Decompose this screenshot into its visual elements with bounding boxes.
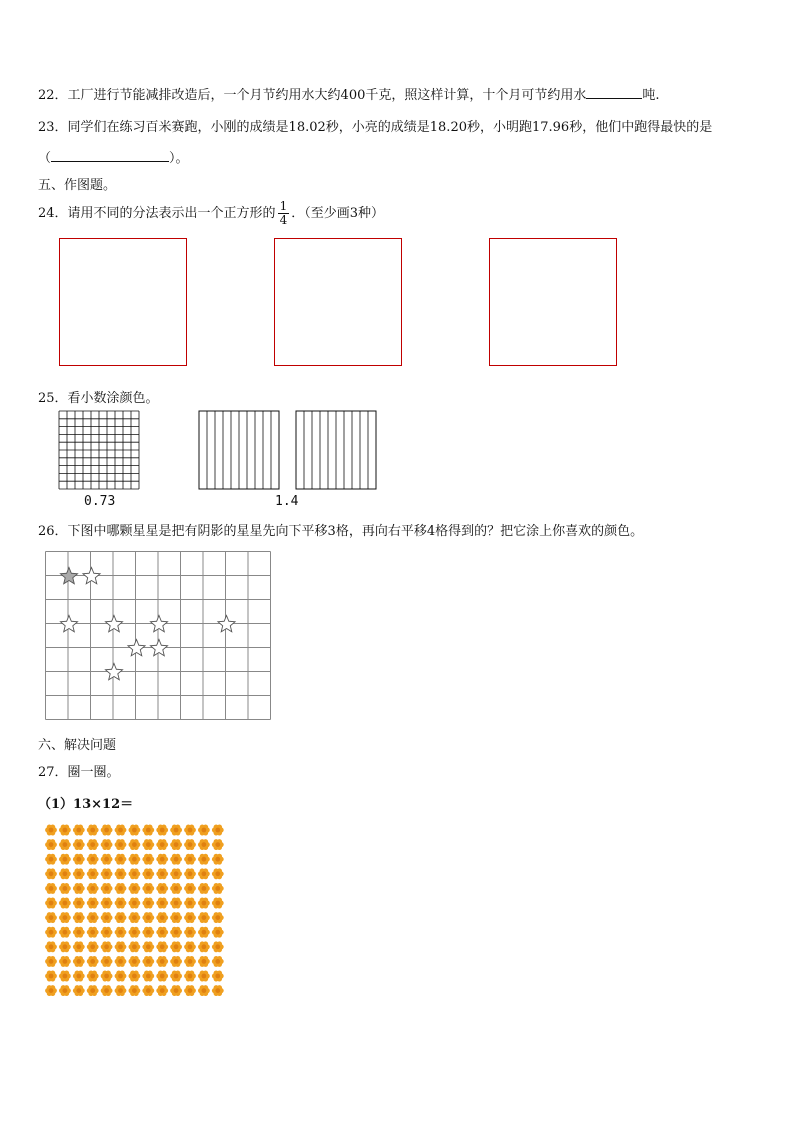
flower-icon — [142, 898, 154, 909]
flower-icon — [198, 883, 210, 894]
flower-icon — [156, 883, 168, 894]
flower-icon — [45, 956, 57, 967]
flower-icon — [198, 854, 210, 865]
flower-icon — [170, 898, 182, 909]
flower-icon — [156, 912, 168, 923]
flower-icon — [142, 971, 154, 982]
flower-icon — [184, 854, 196, 865]
flower-icon — [170, 825, 182, 836]
flower-icon — [129, 883, 141, 894]
flower-icon — [212, 868, 224, 879]
flower-icon — [212, 839, 224, 850]
star-icon — [60, 616, 77, 632]
question-number: 23． — [38, 120, 68, 135]
flower-icon — [45, 912, 57, 923]
flower-icon — [73, 883, 85, 894]
section-5-title: 五、作图题。 — [38, 178, 117, 193]
flower-icon — [115, 898, 127, 909]
shaded-star-icon — [60, 568, 77, 584]
question-text: 工厂进行节能减排改造后，一个月节约用水大约400千克，照这样计算，十个月可节约用水 — [67, 88, 587, 103]
decimal-label-1-4: 1.4 — [275, 494, 299, 509]
flower-icon — [87, 941, 99, 952]
flower-icon — [198, 927, 210, 938]
flower-icon — [142, 839, 154, 850]
question-text-after: ．（至少画3种） — [291, 206, 384, 221]
star-icon — [218, 616, 235, 632]
unit-text: 吨. — [642, 88, 660, 103]
flower-icon — [170, 927, 182, 938]
flower-icon — [87, 985, 99, 996]
flower-icon — [87, 854, 99, 865]
flower-icon — [184, 956, 196, 967]
flower-icon — [59, 941, 71, 952]
flower-icon — [73, 868, 85, 879]
question-27-sub-1: （1）13×12＝ — [38, 797, 134, 812]
flower-icon — [212, 941, 224, 952]
flower-icon — [115, 941, 127, 952]
flower-icon — [101, 868, 113, 879]
question-number: 26． — [38, 524, 68, 539]
flower-icon — [45, 927, 57, 938]
fraction-numerator: 1 — [279, 199, 288, 213]
flower-icon — [45, 898, 57, 909]
flower-icon — [45, 825, 57, 836]
flower-icon — [87, 868, 99, 879]
flower-icon — [184, 971, 196, 982]
flower-icon — [129, 985, 141, 996]
flower-icon — [101, 941, 113, 952]
flower-icon — [170, 883, 182, 894]
section-6-title: 六、解决问题 — [38, 738, 117, 753]
question-text: 下图中哪颗星星是把有阴影的星星先向下平移3格，再向右平移4格得到的？把它涂上你喜欢的颜色。 — [67, 524, 644, 539]
question-number: 25． — [38, 391, 68, 406]
flower-icon — [45, 868, 57, 879]
flower-icon — [156, 868, 168, 879]
flower-icon — [59, 985, 71, 996]
flower-icon — [212, 912, 224, 923]
star-icon — [128, 640, 145, 656]
flower-icon — [184, 927, 196, 938]
flower-icon — [184, 825, 196, 836]
flower-icon — [101, 956, 113, 967]
square-box-1[interactable] — [59, 238, 187, 366]
question-text: 请用不同的分法表示出一个正方形的 — [67, 206, 276, 221]
flower-icon — [170, 985, 182, 996]
flower-icon — [87, 971, 99, 982]
question-text: 圈一圈。 — [67, 765, 120, 780]
flower-icon — [87, 839, 99, 850]
flower-icon — [212, 956, 224, 967]
flower-icon — [45, 985, 57, 996]
flower-icon — [142, 985, 154, 996]
flower-icon — [142, 868, 154, 879]
flower-icon — [101, 927, 113, 938]
flower-icon — [184, 941, 196, 952]
flower-array[interactable] — [44, 822, 230, 1006]
flower-icon — [129, 868, 141, 879]
question-23-answer-line — [38, 147, 189, 166]
flower-icon — [129, 839, 141, 850]
star-icon — [150, 640, 167, 656]
flower-icon — [198, 985, 210, 996]
flower-icon — [59, 825, 71, 836]
flower-icon — [115, 985, 127, 996]
flower-icon — [156, 854, 168, 865]
flower-icon — [59, 854, 71, 865]
flower-icon — [73, 912, 85, 923]
flower-icon — [87, 898, 99, 909]
flower-icon — [129, 854, 141, 865]
flower-icon — [170, 941, 182, 952]
flower-icon — [73, 941, 85, 952]
flower-icon — [212, 985, 224, 996]
flower-icon — [170, 956, 182, 967]
flower-icon — [142, 854, 154, 865]
flower-icon — [129, 956, 141, 967]
flower-icon — [142, 883, 154, 894]
flower-icon — [129, 898, 141, 909]
tenths-strip-2[interactable] — [295, 410, 377, 490]
flower-icon — [73, 854, 85, 865]
flower-icon — [115, 825, 127, 836]
open-paren: （ — [38, 151, 52, 166]
flower-icon — [73, 985, 85, 996]
flower-icon — [129, 825, 141, 836]
flower-icon — [87, 927, 99, 938]
flower-icon — [73, 956, 85, 967]
flower-icon — [198, 971, 210, 982]
flower-icon — [156, 985, 168, 996]
flower-icon — [73, 971, 85, 982]
flower-icon — [59, 883, 71, 894]
flower-icon — [45, 883, 57, 894]
flower-icon — [212, 854, 224, 865]
flower-icon — [142, 912, 154, 923]
flower-icon — [170, 854, 182, 865]
question-text: 同学们在练习百米赛跑，小刚的成绩是18.02秒，小亮的成绩是18.20秒，小明跑17.96秒，他们中跑得最快的是 — [67, 120, 713, 135]
hundred-grid[interactable] — [58, 410, 140, 490]
flower-icon — [87, 956, 99, 967]
question-number: 22． — [38, 88, 68, 103]
flower-icon — [198, 941, 210, 952]
flower-icon — [184, 985, 196, 996]
flower-icon — [156, 839, 168, 850]
flower-icon — [184, 883, 196, 894]
flower-icon — [101, 912, 113, 923]
question-number: 27． — [38, 765, 68, 780]
flower-icon — [156, 941, 168, 952]
flower-icon — [87, 883, 99, 894]
flower-icon — [156, 825, 168, 836]
flower-icon — [184, 839, 196, 850]
flower-icon — [170, 971, 182, 982]
answer-blank[interactable] — [51, 149, 169, 162]
flower-icon — [73, 898, 85, 909]
square-box-3[interactable] — [489, 238, 617, 366]
flower-icon — [115, 927, 127, 938]
flower-icon — [142, 941, 154, 952]
flower-icon — [129, 912, 141, 923]
flower-icon — [156, 927, 168, 938]
flower-icon — [198, 825, 210, 836]
close-paren: ）。 — [169, 151, 189, 166]
flower-icon — [198, 839, 210, 850]
flower-icon — [45, 839, 57, 850]
question-24 — [38, 200, 384, 227]
flower-icon — [212, 971, 224, 982]
flower-icon — [59, 898, 71, 909]
flower-icon — [156, 956, 168, 967]
flower-icon — [73, 927, 85, 938]
flower-icon — [115, 839, 127, 850]
flower-icon — [156, 898, 168, 909]
question-27 — [38, 761, 120, 780]
star-icon — [83, 568, 100, 584]
flower-icon — [184, 898, 196, 909]
flower-icon — [59, 912, 71, 923]
question-number: 24． — [38, 206, 68, 221]
flower-icon — [129, 927, 141, 938]
flower-icon — [115, 971, 127, 982]
answer-blank[interactable] — [586, 86, 642, 99]
flower-icon — [129, 971, 141, 982]
star-icon — [105, 616, 122, 632]
question-25 — [38, 387, 159, 406]
flower-icon — [184, 868, 196, 879]
flower-icon — [73, 825, 85, 836]
flower-icon — [101, 883, 113, 894]
flower-icon — [101, 898, 113, 909]
question-22 — [38, 84, 660, 103]
flower-icon — [115, 883, 127, 894]
flower-icon — [87, 825, 99, 836]
flower-icon — [45, 971, 57, 982]
flower-icon — [101, 825, 113, 836]
fraction-one-quarter — [278, 200, 290, 227]
flower-icon — [198, 898, 210, 909]
flower-icon — [45, 941, 57, 952]
flower-icon — [142, 956, 154, 967]
flower-icon — [156, 971, 168, 982]
flower-icon — [59, 956, 71, 967]
tenths-strip-1[interactable] — [198, 410, 280, 490]
star-icon — [105, 664, 122, 680]
flower-icon — [198, 912, 210, 923]
decimal-label-0-73: 0.73 — [84, 494, 116, 509]
star-grid[interactable] — [45, 551, 271, 722]
flower-icon — [115, 912, 127, 923]
question-23 — [38, 116, 712, 135]
flower-icon — [115, 956, 127, 967]
fraction-denominator: 4 — [279, 213, 288, 227]
flower-icon — [101, 985, 113, 996]
question-text: 看小数涂颜色。 — [67, 391, 159, 406]
square-box-2[interactable] — [274, 238, 402, 366]
flower-icon — [101, 839, 113, 850]
flower-icon — [212, 883, 224, 894]
flower-icon — [101, 854, 113, 865]
flower-icon — [142, 825, 154, 836]
flower-icon — [73, 839, 85, 850]
flower-icon — [198, 868, 210, 879]
flower-icon — [184, 912, 196, 923]
question-26 — [38, 520, 643, 539]
flower-icon — [212, 927, 224, 938]
flower-icon — [170, 839, 182, 850]
star-icon — [150, 616, 167, 632]
flower-icon — [129, 941, 141, 952]
flower-icon — [212, 825, 224, 836]
flower-icon — [101, 971, 113, 982]
flower-icon — [59, 927, 71, 938]
flower-icon — [115, 854, 127, 865]
flower-icon — [87, 912, 99, 923]
flower-icon — [59, 971, 71, 982]
flower-icon — [59, 839, 71, 850]
flower-icon — [142, 927, 154, 938]
flower-icon — [170, 868, 182, 879]
flower-icon — [115, 868, 127, 879]
flower-icon — [198, 956, 210, 967]
flower-icon — [170, 912, 182, 923]
flower-icon — [212, 898, 224, 909]
flower-icon — [59, 868, 71, 879]
flower-icon — [45, 854, 57, 865]
